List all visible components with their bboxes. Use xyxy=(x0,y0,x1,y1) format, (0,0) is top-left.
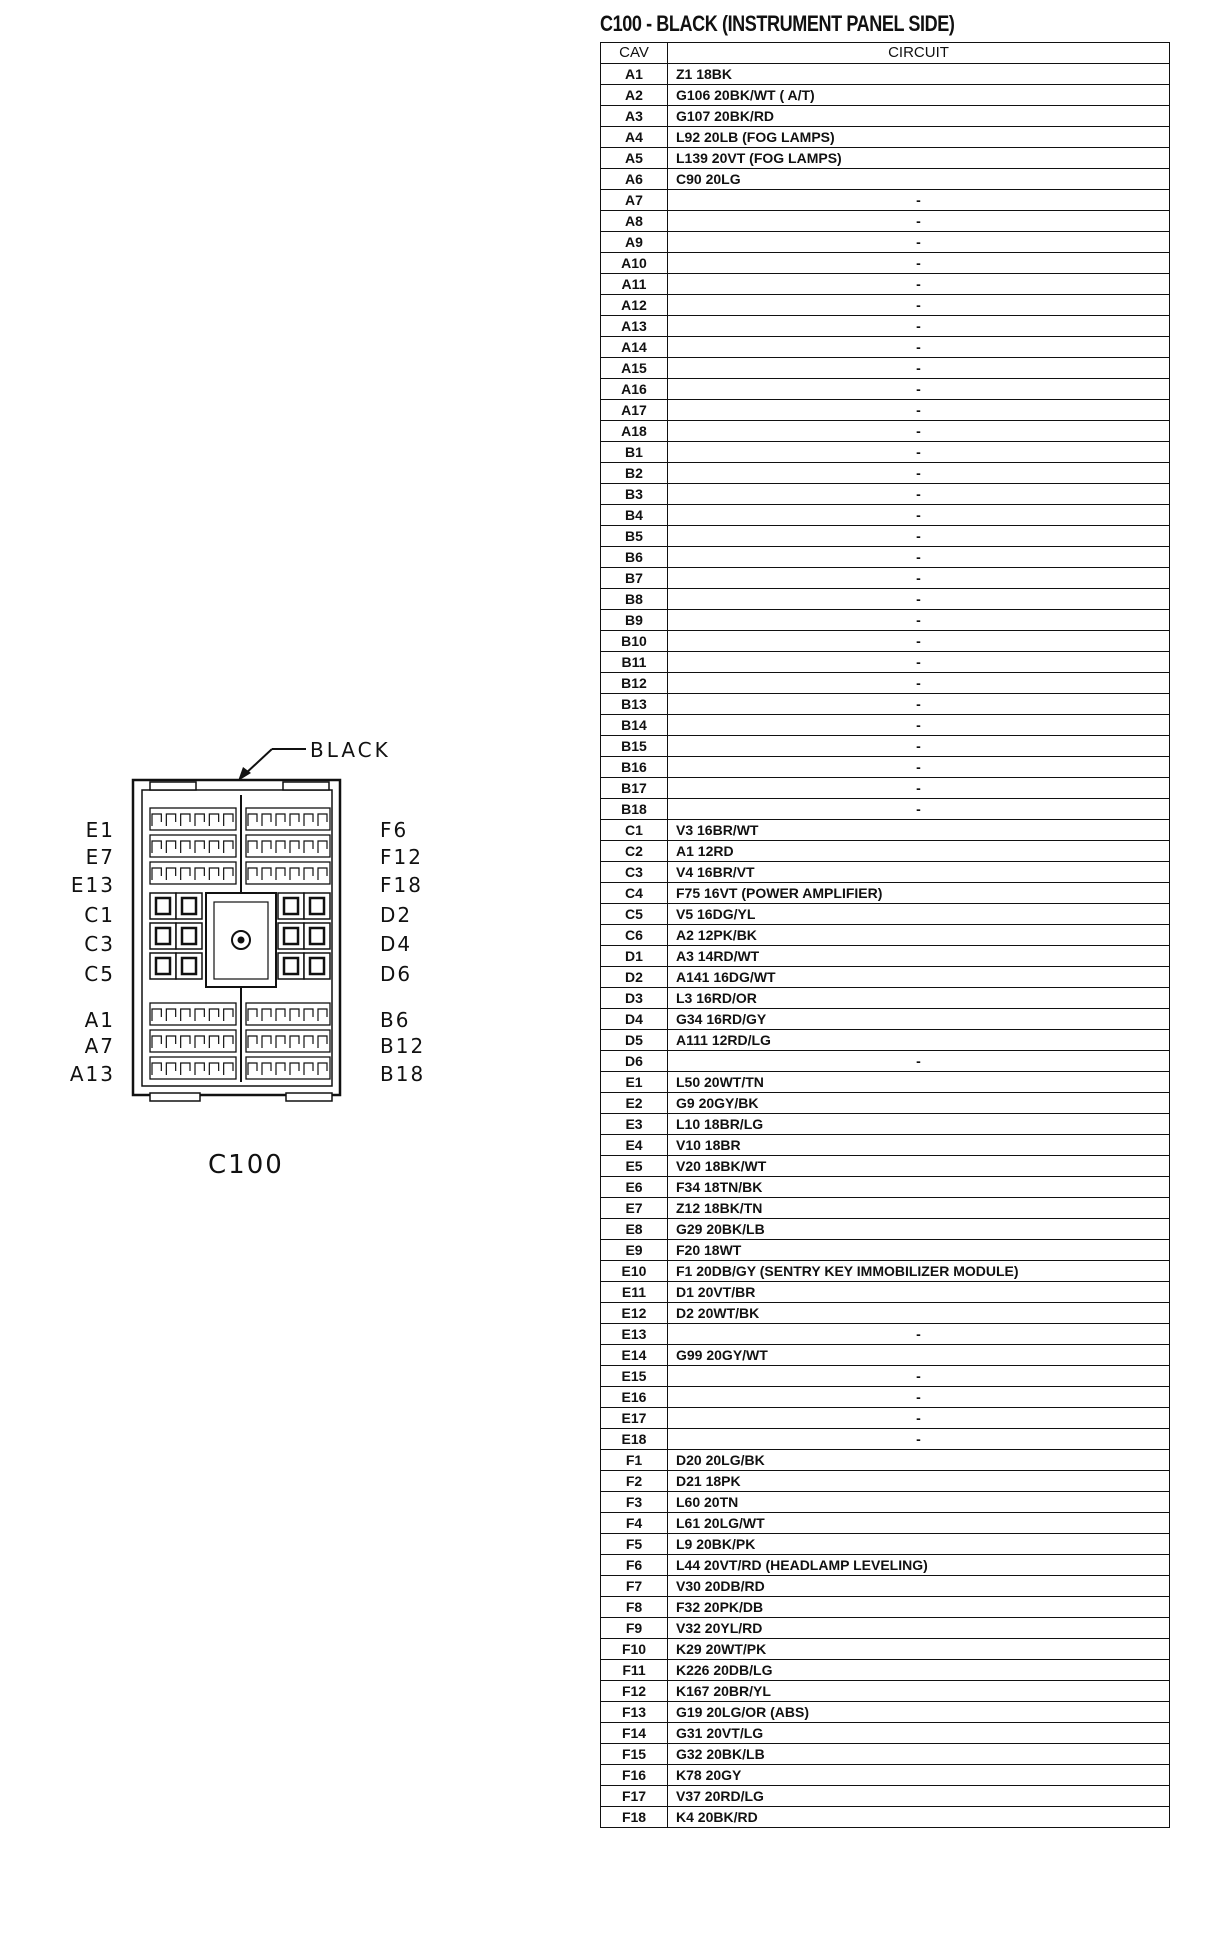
table-row xyxy=(601,904,1170,925)
top-latch-right xyxy=(283,782,329,790)
cavity-cell: F14 xyxy=(601,1723,668,1744)
cavity-cell: B10 xyxy=(601,631,668,652)
cavity-cell: B1 xyxy=(601,442,668,463)
circuit-cell: - xyxy=(668,505,1170,526)
left-cavity-label: E1 xyxy=(85,818,115,842)
circuit-cell: - xyxy=(668,190,1170,211)
large-pin-terminal xyxy=(156,898,170,914)
circuit-cell: Z12 18BK/TN xyxy=(668,1198,1170,1219)
table-row xyxy=(601,484,1170,505)
table-row xyxy=(601,778,1170,799)
table-row xyxy=(601,148,1170,169)
circuit-cell: L44 20VT/RD (HEADLAMP LEVELING) xyxy=(668,1555,1170,1576)
cavity-cell: B17 xyxy=(601,778,668,799)
right-cavity-label: D4 xyxy=(380,932,413,956)
table-row xyxy=(601,1534,1170,1555)
circuit-cell: - xyxy=(668,526,1170,547)
table-row xyxy=(601,1597,1170,1618)
table-row xyxy=(601,1429,1170,1450)
table-row xyxy=(601,190,1170,211)
circuit-cell: - xyxy=(668,442,1170,463)
cavity-cell: C1 xyxy=(601,820,668,841)
table-row xyxy=(601,64,1170,85)
circuit-cell: D21 18PK xyxy=(668,1471,1170,1492)
table-row xyxy=(601,1471,1170,1492)
cavity-cell: E5 xyxy=(601,1156,668,1177)
table-row xyxy=(601,442,1170,463)
cavity-cell: A5 xyxy=(601,148,668,169)
cavity-cell: E3 xyxy=(601,1114,668,1135)
circuit-cell: - xyxy=(668,421,1170,442)
circuit-cell: - xyxy=(668,631,1170,652)
left-cavity-label: E7 xyxy=(85,845,115,869)
cavity-cell: B15 xyxy=(601,736,668,757)
table-row xyxy=(601,841,1170,862)
table-row xyxy=(601,757,1170,778)
cavity-cell: F16 xyxy=(601,1765,668,1786)
cavity-cell: F15 xyxy=(601,1744,668,1765)
cavity-cell: A4 xyxy=(601,127,668,148)
table-row xyxy=(601,1198,1170,1219)
table-title: C100 - BLACK (INSTRUMENT PANEL SIDE) xyxy=(600,11,955,36)
cavity-cell: B8 xyxy=(601,589,668,610)
circuit-cell: - xyxy=(668,379,1170,400)
cavity-cell: C5 xyxy=(601,904,668,925)
table-row xyxy=(601,505,1170,526)
circuit-cell: - xyxy=(668,463,1170,484)
circuit-cell: - xyxy=(668,400,1170,421)
cavity-cell: C3 xyxy=(601,862,668,883)
table-row xyxy=(601,1765,1170,1786)
color-callout-label: BLACK xyxy=(310,738,391,762)
table-row xyxy=(601,211,1170,232)
table-row xyxy=(601,1681,1170,1702)
table-row xyxy=(601,1135,1170,1156)
circuit-cell: - xyxy=(668,1051,1170,1072)
table-row xyxy=(601,1177,1170,1198)
circuit-cell: - xyxy=(668,736,1170,757)
circuit-cell: V30 20DB/RD xyxy=(668,1576,1170,1597)
circuit-cell: - xyxy=(668,484,1170,505)
circuit-cell: F32 20PK/DB xyxy=(668,1597,1170,1618)
table-row xyxy=(601,862,1170,883)
cavity-cell: F6 xyxy=(601,1555,668,1576)
table-row xyxy=(601,1303,1170,1324)
table-row xyxy=(601,1555,1170,1576)
circuit-cell: K78 20GY xyxy=(668,1765,1170,1786)
cavity-cell: B13 xyxy=(601,694,668,715)
cavity-cell: B7 xyxy=(601,568,668,589)
circuit-cell: G34 16RD/GY xyxy=(668,1009,1170,1030)
circuit-cell: V4 16BR/VT xyxy=(668,862,1170,883)
table-row xyxy=(601,127,1170,148)
table-row xyxy=(601,1282,1170,1303)
table-row xyxy=(601,652,1170,673)
circuit-cell: A3 14RD/WT xyxy=(668,946,1170,967)
table-row xyxy=(601,1240,1170,1261)
circuit-cell: - xyxy=(668,1324,1170,1345)
circuit-cell: K4 20BK/RD xyxy=(668,1807,1170,1828)
circuit-cell: - xyxy=(668,295,1170,316)
circuit-cell: V10 18BR xyxy=(668,1135,1170,1156)
cavity-cell: A18 xyxy=(601,421,668,442)
cavity-cell: E2 xyxy=(601,1093,668,1114)
cavity-cell: D2 xyxy=(601,967,668,988)
circuit-cell: L3 16RD/OR xyxy=(668,988,1170,1009)
cavity-cell: E8 xyxy=(601,1219,668,1240)
table-row xyxy=(601,1513,1170,1534)
table-row xyxy=(601,169,1170,190)
table-row xyxy=(601,1618,1170,1639)
circuit-cell: A111 12RD/LG xyxy=(668,1030,1170,1051)
table-row xyxy=(601,1492,1170,1513)
cavity-cell: D4 xyxy=(601,1009,668,1030)
large-pin-terminal xyxy=(310,898,324,914)
cavity-cell: B11 xyxy=(601,652,668,673)
cavity-cell: F8 xyxy=(601,1597,668,1618)
table-row xyxy=(601,1345,1170,1366)
cavity-cell: E18 xyxy=(601,1429,668,1450)
large-pin-terminal xyxy=(310,958,324,974)
table-row xyxy=(601,1576,1170,1597)
circuit-cell: D2 20WT/BK xyxy=(668,1303,1170,1324)
circuit-cell: - xyxy=(668,274,1170,295)
cavity-cell: A6 xyxy=(601,169,668,190)
cavity-cell: F1 xyxy=(601,1450,668,1471)
cavity-cell: F5 xyxy=(601,1534,668,1555)
table-row xyxy=(601,589,1170,610)
table-row xyxy=(601,1219,1170,1240)
top-latch-left xyxy=(150,782,196,790)
table-row xyxy=(601,1114,1170,1135)
circuit-cell: G106 20BK/WT ( A/T) xyxy=(668,85,1170,106)
cavity-cell: E17 xyxy=(601,1408,668,1429)
cavity-cell: F13 xyxy=(601,1702,668,1723)
cavity-cell: B2 xyxy=(601,463,668,484)
cavity-cell: D1 xyxy=(601,946,668,967)
circuit-cell: L92 20LB (FOG LAMPS) xyxy=(668,127,1170,148)
circuit-cell: G19 20LG/OR (ABS) xyxy=(668,1702,1170,1723)
large-pin-terminal xyxy=(182,898,196,914)
table-row xyxy=(601,1324,1170,1345)
cavity-cell: F7 xyxy=(601,1576,668,1597)
table-row xyxy=(601,1744,1170,1765)
cavity-cell: F11 xyxy=(601,1660,668,1681)
table-row xyxy=(601,1030,1170,1051)
table-row xyxy=(601,526,1170,547)
circuit-cell: L50 20WT/TN xyxy=(668,1072,1170,1093)
header-cav: CAV xyxy=(601,43,668,64)
cavity-cell: B18 xyxy=(601,799,668,820)
cavity-cell: A2 xyxy=(601,85,668,106)
cavity-cell: F4 xyxy=(601,1513,668,1534)
circuit-cell: G29 20BK/LB xyxy=(668,1219,1170,1240)
circuit-cell: L139 20VT (FOG LAMPS) xyxy=(668,148,1170,169)
cavity-cell: A11 xyxy=(601,274,668,295)
table-row xyxy=(601,946,1170,967)
large-pin-terminal xyxy=(310,928,324,944)
cavity-cell: A17 xyxy=(601,400,668,421)
table-row xyxy=(601,1261,1170,1282)
cavity-cell: B5 xyxy=(601,526,668,547)
circuit-cell: - xyxy=(668,337,1170,358)
header-circuit: CIRCUIT xyxy=(668,43,1170,64)
cavity-cell: B4 xyxy=(601,505,668,526)
table-row xyxy=(601,1786,1170,1807)
cavity-cell: A3 xyxy=(601,106,668,127)
cavity-cell: E14 xyxy=(601,1345,668,1366)
large-pin-terminal xyxy=(156,928,170,944)
circuit-cell: G9 20GY/BK xyxy=(668,1093,1170,1114)
center-post-pin xyxy=(238,937,245,944)
table-row xyxy=(601,106,1170,127)
cavity-cell: E4 xyxy=(601,1135,668,1156)
cavity-cell: E12 xyxy=(601,1303,668,1324)
circuit-cell: - xyxy=(668,757,1170,778)
table-row xyxy=(601,568,1170,589)
left-cavity-label: C3 xyxy=(84,932,115,956)
table-row xyxy=(601,400,1170,421)
cavity-cell: B16 xyxy=(601,757,668,778)
cavity-cell: F9 xyxy=(601,1618,668,1639)
circuit-cell: L60 20TN xyxy=(668,1492,1170,1513)
table-row xyxy=(601,1702,1170,1723)
cavity-cell: B9 xyxy=(601,610,668,631)
table-row xyxy=(601,988,1170,1009)
table-row xyxy=(601,1156,1170,1177)
table-row xyxy=(601,295,1170,316)
table-row xyxy=(601,799,1170,820)
circuit-cell: L10 18BR/LG xyxy=(668,1114,1170,1135)
cavity-cell: B3 xyxy=(601,484,668,505)
cavity-cell: E7 xyxy=(601,1198,668,1219)
circuit-cell: - xyxy=(668,1387,1170,1408)
circuit-cell: - xyxy=(668,778,1170,799)
table-row xyxy=(601,1009,1170,1030)
cavity-cell: C2 xyxy=(601,841,668,862)
table-row xyxy=(601,694,1170,715)
cavity-cell: B14 xyxy=(601,715,668,736)
cavity-cell: E10 xyxy=(601,1261,668,1282)
left-cavity-label: C1 xyxy=(84,903,115,927)
table-row xyxy=(601,1660,1170,1681)
circuit-cell: A141 16DG/WT xyxy=(668,967,1170,988)
table-row xyxy=(601,274,1170,295)
table-row xyxy=(601,316,1170,337)
table-row xyxy=(601,967,1170,988)
cavity-cell: C4 xyxy=(601,883,668,904)
table-row xyxy=(601,883,1170,904)
right-cavity-label: F12 xyxy=(380,845,423,869)
circuit-cell: V37 20RD/LG xyxy=(668,1786,1170,1807)
left-cavity-label: E13 xyxy=(70,873,115,897)
circuit-cell: D20 20LG/BK xyxy=(668,1450,1170,1471)
circuit-cell: - xyxy=(668,694,1170,715)
cavity-cell: A14 xyxy=(601,337,668,358)
right-cavity-label: F18 xyxy=(380,873,423,897)
circuit-cell: - xyxy=(668,589,1170,610)
circuit-cell: F20 18WT xyxy=(668,1240,1170,1261)
cavity-cell: E13 xyxy=(601,1324,668,1345)
table-row xyxy=(601,253,1170,274)
cavity-cell: C6 xyxy=(601,925,668,946)
circuit-cell: - xyxy=(668,316,1170,337)
cavity-cell: A9 xyxy=(601,232,668,253)
circuit-cell: - xyxy=(668,1408,1170,1429)
table-header-row xyxy=(601,43,1170,64)
circuit-cell: - xyxy=(668,1366,1170,1387)
cavity-cell: E6 xyxy=(601,1177,668,1198)
left-cavity-label: A13 xyxy=(69,1062,115,1086)
circuit-cell: - xyxy=(668,232,1170,253)
circuit-cell: K29 20WT/PK xyxy=(668,1639,1170,1660)
circuit-cell: L9 20BK/PK xyxy=(668,1534,1170,1555)
circuit-cell: L61 20LG/WT xyxy=(668,1513,1170,1534)
circuit-cell: - xyxy=(668,211,1170,232)
cavity-cell: F18 xyxy=(601,1807,668,1828)
circuit-cell: - xyxy=(668,673,1170,694)
cavity-cell: E15 xyxy=(601,1366,668,1387)
left-cavity-label: A7 xyxy=(84,1034,115,1058)
bottom-latch-right xyxy=(286,1093,332,1101)
circuit-cell: G107 20BK/RD xyxy=(668,106,1170,127)
right-cavity-label: D2 xyxy=(380,903,413,927)
circuit-cell: K167 20BR/YL xyxy=(668,1681,1170,1702)
circuit-cell: A2 12PK/BK xyxy=(668,925,1170,946)
circuit-cell: - xyxy=(668,358,1170,379)
right-cavity-label: B6 xyxy=(380,1008,411,1032)
circuit-cell: F34 18TN/BK xyxy=(668,1177,1170,1198)
table-row xyxy=(601,547,1170,568)
table-row xyxy=(601,1450,1170,1471)
cavity-cell: B6 xyxy=(601,547,668,568)
cavity-cell: A12 xyxy=(601,295,668,316)
table-row xyxy=(601,610,1170,631)
circuit-cell: V3 16BR/WT xyxy=(668,820,1170,841)
cavity-cell: B12 xyxy=(601,673,668,694)
table-row xyxy=(601,1072,1170,1093)
cavity-cell: A10 xyxy=(601,253,668,274)
circuit-cell: F1 20DB/GY (SENTRY KEY IMMOBILIZER MODULE) xyxy=(668,1261,1170,1282)
cavity-cell: A8 xyxy=(601,211,668,232)
circuit-cell: G99 20GY/WT xyxy=(668,1345,1170,1366)
table-row xyxy=(601,379,1170,400)
circuit-cell: C90 20LG xyxy=(668,169,1170,190)
large-pin-terminal xyxy=(284,898,298,914)
large-pin-terminal xyxy=(156,958,170,974)
connector-diagram xyxy=(0,0,560,1946)
table-row xyxy=(601,1093,1170,1114)
large-pin-terminal xyxy=(182,928,196,944)
circuit-cell: Z1 18BK xyxy=(668,64,1170,85)
table-row xyxy=(601,1639,1170,1660)
circuit-cell: A1 12RD xyxy=(668,841,1170,862)
cavity-cell: D5 xyxy=(601,1030,668,1051)
table-row xyxy=(601,1723,1170,1744)
table-row xyxy=(601,337,1170,358)
table-row xyxy=(601,925,1170,946)
circuit-cell: - xyxy=(668,568,1170,589)
cavity-cell: F17 xyxy=(601,1786,668,1807)
circuit-cell: F75 16VT (POWER AMPLIFIER) xyxy=(668,883,1170,904)
table-row xyxy=(601,1408,1170,1429)
circuit-cell: G31 20VT/LG xyxy=(668,1723,1170,1744)
cavity-cell: E11 xyxy=(601,1282,668,1303)
circuit-cell: - xyxy=(668,1429,1170,1450)
cavity-cell: A13 xyxy=(601,316,668,337)
left-cavity-label: C5 xyxy=(84,962,115,986)
connector-title: C100 xyxy=(208,1150,284,1180)
circuit-cell: K226 20DB/LG xyxy=(668,1660,1170,1681)
table-row xyxy=(601,232,1170,253)
cavity-cell: E9 xyxy=(601,1240,668,1261)
circuit-cell: - xyxy=(668,610,1170,631)
table-row xyxy=(601,463,1170,484)
cavity-cell: D3 xyxy=(601,988,668,1009)
cavity-cell: A1 xyxy=(601,64,668,85)
cavity-cell: F3 xyxy=(601,1492,668,1513)
pinout-table xyxy=(600,42,1170,1828)
table-row xyxy=(601,736,1170,757)
circuit-cell: - xyxy=(668,547,1170,568)
circuit-cell: D1 20VT/BR xyxy=(668,1282,1170,1303)
table-row xyxy=(601,1807,1170,1828)
cavity-cell: D6 xyxy=(601,1051,668,1072)
cavity-cell: A15 xyxy=(601,358,668,379)
table-row xyxy=(601,673,1170,694)
cavity-cell: F10 xyxy=(601,1639,668,1660)
table-row xyxy=(601,1051,1170,1072)
cavity-cell: F2 xyxy=(601,1471,668,1492)
cavity-cell: A16 xyxy=(601,379,668,400)
circuit-cell: - xyxy=(668,799,1170,820)
callout-leader-arrow xyxy=(244,749,306,775)
table-row xyxy=(601,631,1170,652)
circuit-cell: G32 20BK/LB xyxy=(668,1744,1170,1765)
right-cavity-label: B12 xyxy=(380,1034,426,1058)
cavity-cell: A7 xyxy=(601,190,668,211)
right-cavity-label: B18 xyxy=(380,1062,426,1086)
table-row xyxy=(601,1387,1170,1408)
table-row xyxy=(601,421,1170,442)
table-body xyxy=(601,64,1170,1828)
circuit-cell: - xyxy=(668,253,1170,274)
left-cavity-label: A1 xyxy=(84,1008,115,1032)
large-pin-terminal xyxy=(284,958,298,974)
bottom-latch-left xyxy=(150,1093,200,1101)
cavity-cell: E16 xyxy=(601,1387,668,1408)
table-row xyxy=(601,820,1170,841)
cavity-cell: E1 xyxy=(601,1072,668,1093)
circuit-cell: V20 18BK/WT xyxy=(668,1156,1170,1177)
table-row xyxy=(601,1366,1170,1387)
right-cavity-label: D6 xyxy=(380,962,413,986)
table-row xyxy=(601,358,1170,379)
large-pin-terminal xyxy=(182,958,196,974)
large-pin-terminal xyxy=(284,928,298,944)
circuit-cell: V5 16DG/YL xyxy=(668,904,1170,925)
circuit-cell: V32 20YL/RD xyxy=(668,1618,1170,1639)
circuit-cell: - xyxy=(668,715,1170,736)
table-row xyxy=(601,715,1170,736)
right-cavity-label: F6 xyxy=(380,818,409,842)
circuit-cell: - xyxy=(668,652,1170,673)
table-row xyxy=(601,85,1170,106)
cavity-cell: F12 xyxy=(601,1681,668,1702)
